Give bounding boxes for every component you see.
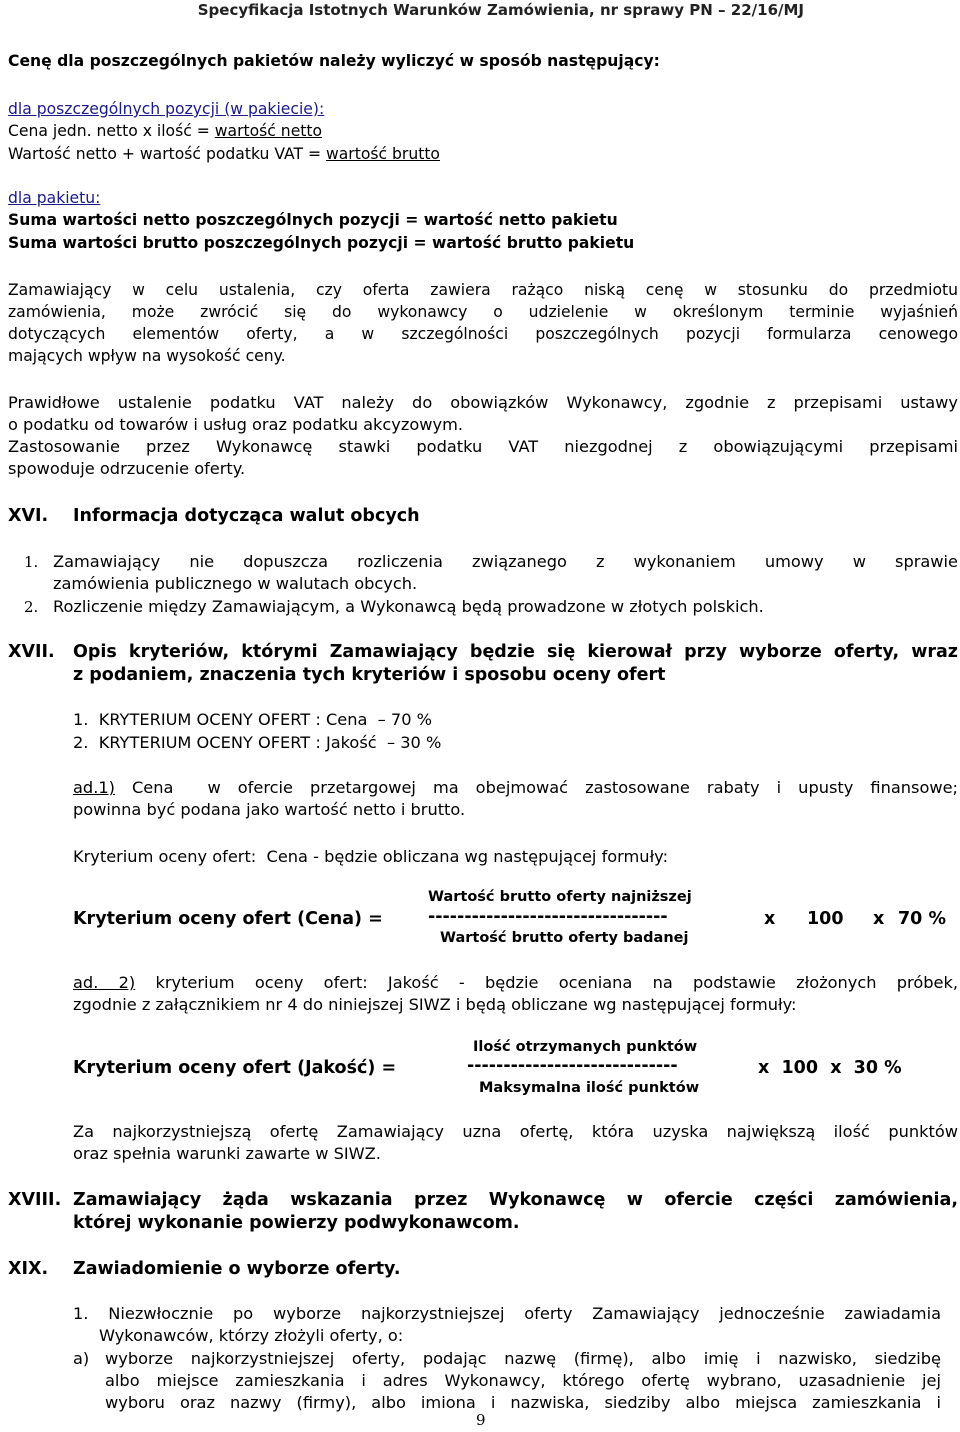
price-formula-numerator: Wartość brutto oferty najniższej xyxy=(428,889,692,905)
per-package-label: dla pakietu: xyxy=(8,189,101,207)
price-formula-text: Wartość netto + wartość podatku VAT = xyxy=(8,145,326,163)
section-xviii-title: Zamawiający żąda wskazania przez Wykonawcę w ofercie części zamówienia, xyxy=(73,1190,958,1210)
vat-line: Prawidłowe ustalenie podatku VAT należy do obowiązków Wykonawcy, zgodnie z przepisami ustawy xyxy=(8,393,958,412)
xix-item-a-line: wyboru oraz nazwy (firmy), albo imiona i nazwiska, siedziby albo miejsca zamieszkania i xyxy=(105,1393,941,1412)
package-gross-sum: Suma wartości brutto poszczególnych pozycji = wartość brutto pakietu xyxy=(8,234,635,252)
section-xvii-title: z podaniem, znaczenia tych kryteriów i sposobu oceny ofert xyxy=(73,665,666,685)
ad1-label: ad.1) xyxy=(73,778,115,797)
criterion-price: 1. KRYTERIUM OCENY OFERT : Cena – 70 % xyxy=(73,710,433,729)
xix-item-a-line: wyborze najkorzystniejszej oferty, podając nazwę (firmę), albo imię i nazwisko, siedzibę xyxy=(105,1349,941,1368)
quality-formula-multiplier: x 100 x 30 % xyxy=(758,1058,902,1078)
net-value-term: wartość netto xyxy=(214,122,323,140)
section-xviii-title: której wykonanie powierzy podwykonawcom. xyxy=(73,1213,520,1233)
low-price-line: zamówienia, może zwrócić się do wykonawcy o udzielenie w określonym terminie wyjaśnień xyxy=(8,303,958,321)
quality-formula-fraction-line: ----------------------------- xyxy=(467,1056,678,1076)
quality-formula-label: Kryterium oceny ofert (Jakość) = xyxy=(73,1058,397,1078)
price-formula-weight: 70 % xyxy=(898,909,946,929)
price-formula-times: x xyxy=(764,909,776,929)
xvi-item-number: 1. xyxy=(24,553,39,571)
criterion-quality: 2. KRYTERIUM OCENY OFERT : Jakość – 30 % xyxy=(73,733,442,752)
xix-item-a-line: albo miejsce zamieszkania i adres Wykonawcy, którego ofertę wybrano, uzasadnienie jej xyxy=(105,1371,941,1390)
price-formula-line-1 xyxy=(8,120,322,143)
price-formula-100: 100 xyxy=(807,909,844,929)
vat-line: o podatku od towarów i usług oraz podatku akcyzowym. xyxy=(8,415,464,434)
section-xvi-number: XVI. xyxy=(8,506,49,526)
page-header: Specyfikacja Istotnych Warunków Zamówienia, nr sprawy PN – 22/16/MJ xyxy=(197,1,804,19)
section-xvi-title: Informacja dotycząca walut obcych xyxy=(73,506,420,526)
package-net-sum: Suma wartości netto poszczególnych pozycji = wartość netto pakietu xyxy=(8,211,618,229)
xvi-item-line: zamówienia publicznego w walutach obcych. xyxy=(53,574,418,593)
closing-line: oraz spełnia warunki zawarte w SIWZ. xyxy=(73,1144,381,1163)
ad2-line: zgodnie z załącznikiem nr 4 do niniejszej SIWZ i będą obliczane wg następującej formuły: xyxy=(73,995,797,1014)
price-formula-times: x xyxy=(873,909,885,929)
ad2-text: kryterium oceny ofert: Jakość - będzie oceniana na podstawie złożonych próbek, xyxy=(135,973,958,992)
ad1-text: Cena w ofercie przetargowej ma obejmować zastosowane rabaty i upusty finansowe; xyxy=(114,778,958,797)
section-xix-number: XIX. xyxy=(8,1259,49,1279)
low-price-line: mających wpływ na wysokość ceny. xyxy=(8,347,286,365)
section-xvii-number: XVII. xyxy=(8,642,55,662)
gross-value-term: wartość brutto xyxy=(325,145,440,163)
ad2-label: ad. 2) xyxy=(73,973,136,992)
xix-item-a-label: a) xyxy=(73,1349,90,1368)
section-xix-title: Zawiadomienie o wyborze oferty. xyxy=(73,1259,401,1279)
ad1-line xyxy=(73,777,958,800)
vat-line: spowoduje odrzucenie oferty. xyxy=(8,459,246,478)
xvi-item-line: Rozliczenie między Zamawiającym, a Wykonawcą będą prowadzone w złotych polskich. xyxy=(53,597,764,616)
xvi-item-number: 2. xyxy=(24,598,39,616)
vat-line: Zastosowanie przez Wykonawcę stawki podatku VAT niezgodnej z obowiązującymi przepisami xyxy=(8,437,958,456)
price-formula-line-2 xyxy=(8,143,440,166)
price-formula-denominator: Wartość brutto oferty badanej xyxy=(440,930,689,946)
price-formula-fraction-line: --------------------------------- xyxy=(428,907,668,927)
ad1-line: powinna być podana jako wartość netto i brutto. xyxy=(73,800,466,819)
closing-line: Za najkorzystniejszą ofertę Zamawiający uzna ofertę, która uzyska największą ilość punktów xyxy=(73,1122,958,1141)
price-formula-label: Kryterium oceny ofert (Cena) = xyxy=(73,909,383,929)
ad2-line xyxy=(73,972,958,995)
formula-intro: Kryterium oceny ofert: Cena - będzie obliczana wg następującej formuły: xyxy=(73,847,669,866)
quality-formula-numerator: Ilość otrzymanych punktów xyxy=(473,1039,698,1055)
per-position-label: dla poszczególnych pozycji (w pakiecie): xyxy=(8,100,325,118)
xvi-item-line: Zamawiający nie dopuszcza rozliczenia związanego z wykonaniem umowy w sprawie xyxy=(53,552,958,571)
xix-item-line: Wykonawców, którzy złożyli oferty, o: xyxy=(99,1326,404,1345)
quality-formula-denominator: Maksymalna ilość punktów xyxy=(479,1080,700,1096)
low-price-line: dotyczących elementów oferty, a w szczególności poszczególnych pozycji formularza cenowego xyxy=(8,325,958,343)
price-formula-text: Cena jedn. netto x ilość = xyxy=(8,122,215,140)
section-xvii-title: Opis kryteriów, którymi Zamawiający będzie się kierował przy wyborze oferty, wraz xyxy=(73,642,958,662)
xix-item-line: 1. Niezwłocznie po wyborze najkorzystniejszej oferty Zamawiający jednocześnie zawiadamia xyxy=(73,1304,941,1323)
section-xviii-number: XVIII. xyxy=(8,1190,62,1210)
page-number: 9 xyxy=(476,1411,486,1429)
low-price-line: Zamawiający w celu ustalenia, czy oferta zawiera rażąco niską cenę w stosunku do przedmiotu xyxy=(8,281,958,299)
intro-heading: Cenę dla poszczególnych pakietów należy wyliczyć w sposób następujący: xyxy=(8,52,660,70)
